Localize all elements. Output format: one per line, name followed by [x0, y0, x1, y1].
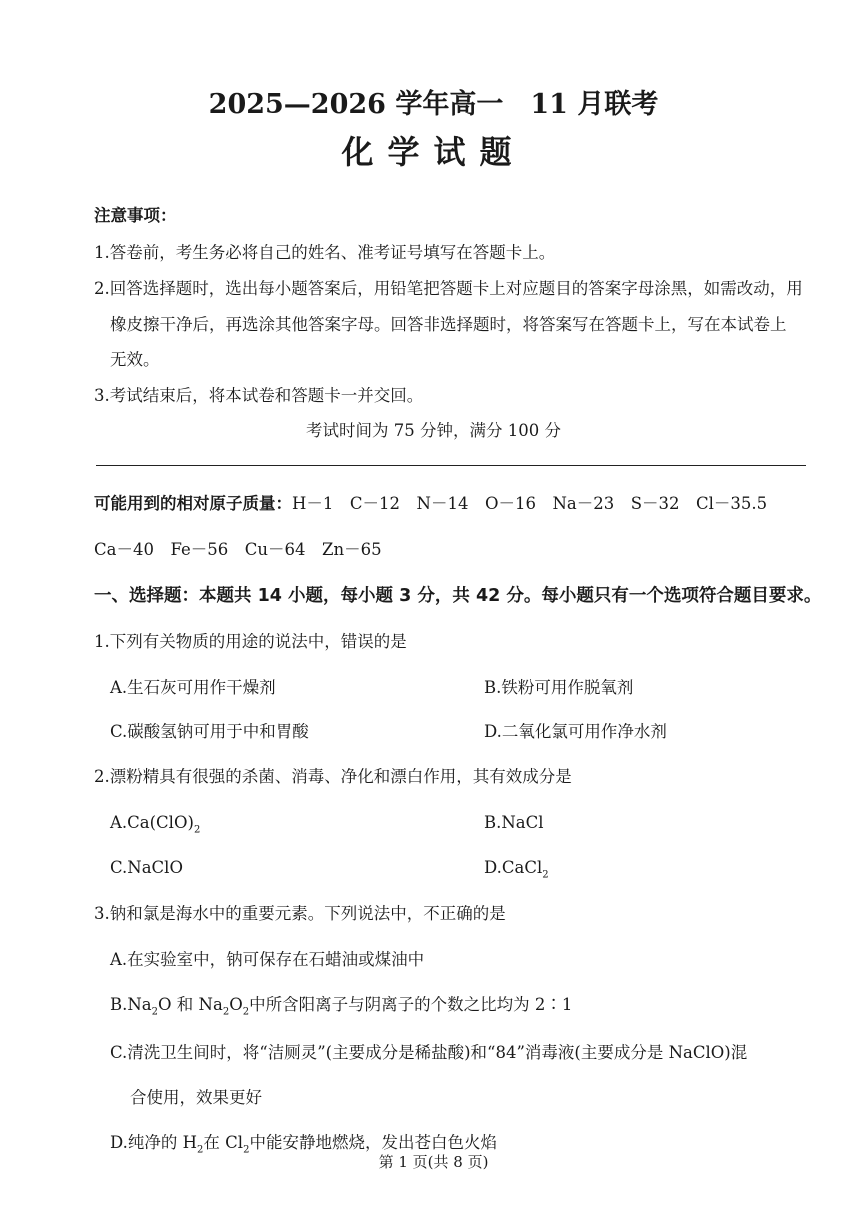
question-3-option-d	[110, 1133, 497, 1156]
option-text: D.纯净的 H	[110, 1133, 198, 1152]
option-text: A.Ca(ClO)	[110, 813, 194, 832]
exam-title: 2025—2026 学年高一 11 月联考	[208, 89, 659, 120]
subscript: 2	[197, 1144, 204, 1156]
question-2-option-c: C.NaClO	[110, 858, 183, 877]
divider-rule	[96, 465, 806, 466]
question-3-option-a: A.在实验室中，钠可保存在石蜡油或煤油中	[110, 950, 425, 969]
option-text: D.CaCl	[484, 858, 543, 877]
option-text: 中能安静地燃烧，发出苍白色火焰	[249, 1133, 497, 1152]
exam-time-info: 考试时间为 75 分钟，满分 100 分	[306, 421, 561, 440]
question-1-option-c: C.碳酸氢钠可用于中和胃酸	[110, 722, 309, 741]
question-3-option-c-line-1: C.清洗卫生间时，将“洁厕灵”(主要成分是稀盐酸)和“84”消毒液(主要成分是 NaClO)混	[110, 1043, 748, 1062]
notice-item-2-line-3: 无效。	[110, 350, 160, 369]
question-1-option-b: B.铁粉可用作脱氧剂	[484, 678, 634, 697]
notice-heading: 注意事项：	[94, 206, 177, 225]
atomic-masses-line-1	[94, 494, 767, 514]
option-text: 中所含阳离子与阴离子的个数之比均为 2∶1	[249, 995, 573, 1014]
subscript: 2	[542, 869, 549, 881]
question-3-option-b	[110, 995, 573, 1018]
question-3-option-c-line-2: 合使用，效果更好	[130, 1088, 262, 1107]
notice-item-1: 1.答卷前，考生务必将自己的姓名、准考证号填写在答题卡上。	[94, 243, 556, 262]
page-footer: 第 1 页(共 8 页)	[378, 1153, 489, 1171]
subscript: 2	[242, 1006, 250, 1018]
atomic-masses-line-2: Ca－40 Fe－56 Cu－64 Zn－65	[94, 540, 382, 559]
option-text: 在 Cl	[203, 1133, 244, 1152]
notice-item-3: 3.考试结束后，将本试卷和答题卡一并交回。	[94, 386, 424, 405]
subscript: 2	[193, 824, 201, 836]
option-text: O 和 Na	[158, 995, 223, 1014]
question-1-option-d: D.二氧化氯可用作净水剂	[484, 722, 667, 741]
subscript: 2	[151, 1006, 159, 1018]
question-2-option-a	[110, 813, 201, 836]
subject-title: 化学试题	[341, 133, 526, 171]
atomic-masses-values-1: H－1 C－12 N－14 O－16 Na－23 S－32 Cl－35.5	[292, 494, 768, 513]
question-1-option-a: A.生石灰可用作干燥剂	[110, 678, 276, 697]
option-text: B.Na	[110, 995, 152, 1014]
option-text: O	[229, 995, 243, 1014]
question-2-stem: 2.漂粉精具有很强的杀菌、消毒、净化和漂白作用，其有效成分是	[94, 767, 572, 786]
question-3-stem: 3.钠和氯是海水中的重要元素。下列说法中，不正确的是	[94, 904, 506, 923]
subscript: 2	[243, 1144, 250, 1156]
subscript: 2	[222, 1006, 230, 1018]
section-1-title: 一、选择题：本题共 14 小题，每小题 3 分，共 42 分。每小题只有一个选项符合题目要求。	[94, 586, 822, 606]
notice-item-2-line-1: 2.回答选择题时，选出每小题答案后，用铅笔把答题卡上对应题目的答案字母涂黑，如需改动，用	[94, 279, 803, 298]
question-2-option-d	[484, 858, 549, 881]
atomic-masses-label: 可能用到的相对原子质量：	[94, 494, 292, 513]
question-1-stem: 1.下列有关物质的用途的说法中，错误的是	[94, 632, 407, 651]
notice-item-2-line-2: 橡皮擦干净后，再选涂其他答案字母。回答非选择题时，将答案写在答题卡上，写在本试卷上	[110, 315, 787, 334]
question-2-option-b: B.NaCl	[484, 813, 544, 832]
